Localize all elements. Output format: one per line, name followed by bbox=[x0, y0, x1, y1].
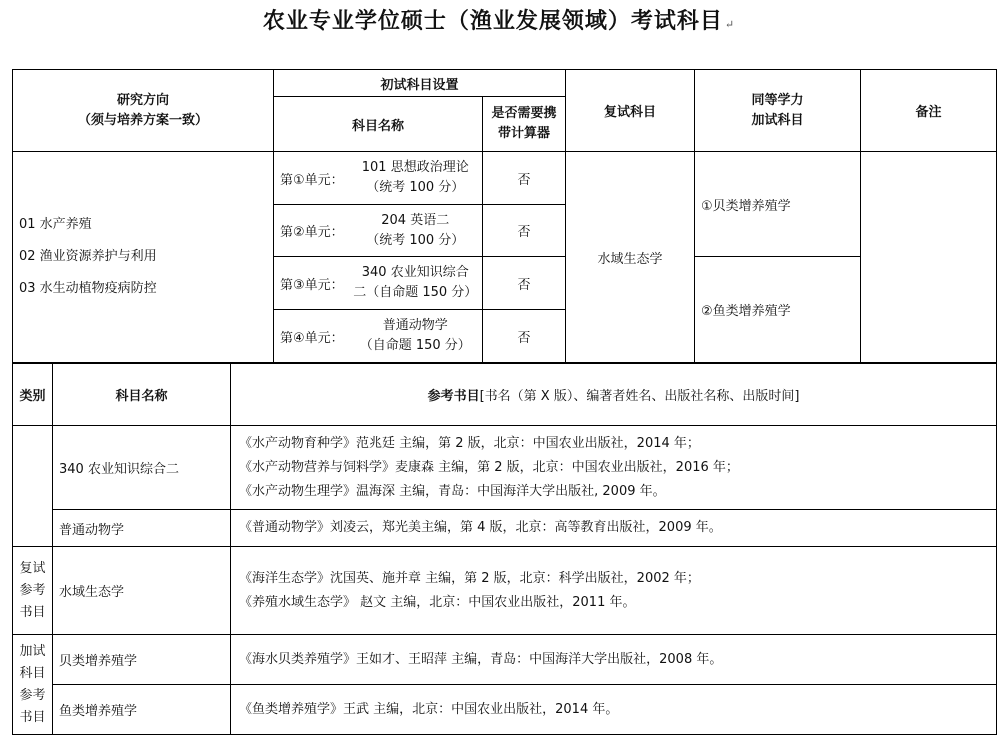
calculator-value: 否 bbox=[483, 257, 566, 310]
ref-subject: 鱼类增养殖学 bbox=[53, 685, 231, 735]
calculator-value: 否 bbox=[483, 310, 566, 363]
unit-subject: 204 英语二 （统考 100 分） bbox=[349, 205, 483, 257]
book-entry: 《海洋生态学》沈国英、施并章 主编，第 2 版，北京：科学出版社，2002 年； bbox=[239, 570, 700, 586]
header-books: 参考书目[书名（第 X 版）、编著者姓名、出版社名称、出版时间] bbox=[231, 364, 997, 426]
book-entry: 《水产动物营养与饲料学》麦康森 主编，第 2 版，北京：中国农业出版社，2016 年； bbox=[239, 459, 739, 475]
ref-books bbox=[231, 426, 997, 510]
ref-subject: 340 农业知识综合二 bbox=[53, 426, 231, 510]
book-entry: 《养殖水域生态学》 赵文 主编，北京：中国农业出版社，2011 年。 bbox=[239, 594, 636, 610]
book-entry: 《海水贝类养殖学》王如才、王昭萍 主编，青岛：中国海洋大学出版社，2008 年。 bbox=[239, 651, 723, 667]
ref-subject: 普通动物学 bbox=[53, 510, 231, 547]
unit-label: 第②单元： bbox=[274, 205, 349, 257]
unit-subject: 101 思想政治理论 （统考 100 分） bbox=[349, 152, 483, 205]
ref-books bbox=[231, 635, 997, 685]
note-cell bbox=[861, 152, 997, 363]
book-entry: 《水产动物生理学》温海深 主编，青岛：中国海洋大学出版社, 2009 年。 bbox=[239, 483, 666, 499]
ref-books bbox=[231, 685, 997, 735]
page-title: 农业专业学位硕士（渔业发展领域）考试科目 ↵ bbox=[262, 8, 736, 34]
header-prelim-subjects: 初试科目设置 bbox=[274, 70, 566, 97]
header-extra-subjects: 同等学力 加试科目 bbox=[695, 70, 861, 152]
direction-item: 03 水生动植物疫病防控 bbox=[19, 281, 157, 296]
book-entry: 《水产动物育种学》范兆廷 主编，第 2 版，北京：中国农业出版社，2014 年； bbox=[239, 435, 700, 451]
calculator-value: 否 bbox=[483, 152, 566, 205]
direction-item: 02 渔业资源养护与利用 bbox=[19, 249, 157, 264]
book-entry: 《普通动物学》刘凌云，郑光美主编，第 4 版，北京：高等教育出版社，2009 年。 bbox=[239, 520, 722, 535]
header-retest-subject: 复试科目 bbox=[566, 70, 695, 152]
ref-books bbox=[231, 547, 997, 635]
unit-label: 第①单元： bbox=[274, 152, 349, 205]
unit-label: 第③单元： bbox=[274, 257, 349, 310]
exam-subjects-table bbox=[12, 69, 997, 363]
reference-books-table bbox=[12, 363, 997, 735]
research-directions bbox=[13, 152, 274, 363]
extra-subject-item: ①贝类增养殖学 bbox=[695, 152, 861, 257]
calculator-value: 否 bbox=[483, 205, 566, 257]
header-calculator: 是否需要携 带计算器 bbox=[483, 97, 566, 152]
extra-subject-item: ②鱼类增养殖学 bbox=[695, 257, 861, 363]
category-extra: 加试 科目 参考 书目 bbox=[13, 635, 53, 735]
header-subject: 科目名称 bbox=[53, 364, 231, 426]
book-entry: 《鱼类增养殖学》王武 主编，北京：中国农业出版社，2014 年。 bbox=[239, 701, 619, 717]
header-research-direction: 研究方向 （须与培养方案一致） bbox=[13, 70, 274, 152]
category-retest: 复试 参考 书目 bbox=[13, 547, 53, 635]
category-prelim bbox=[13, 426, 53, 547]
header-subject-name: 科目名称 bbox=[274, 97, 483, 152]
unit-subject: 普通动物学 （自命题 150 分） bbox=[349, 310, 483, 363]
unit-subject: 340 农业知识综合 二（自命题 150 分） bbox=[349, 257, 483, 310]
header-category: 类别 bbox=[13, 364, 53, 426]
retest-subject: 水域生态学 bbox=[566, 152, 695, 363]
ref-subject: 水域生态学 bbox=[53, 547, 231, 635]
ref-books bbox=[231, 510, 997, 547]
header-note: 备注 bbox=[861, 70, 997, 152]
direction-item: 01 水产养殖 bbox=[19, 217, 92, 232]
unit-label: 第④单元： bbox=[274, 310, 349, 363]
ref-subject: 贝类增养殖学 bbox=[53, 635, 231, 685]
